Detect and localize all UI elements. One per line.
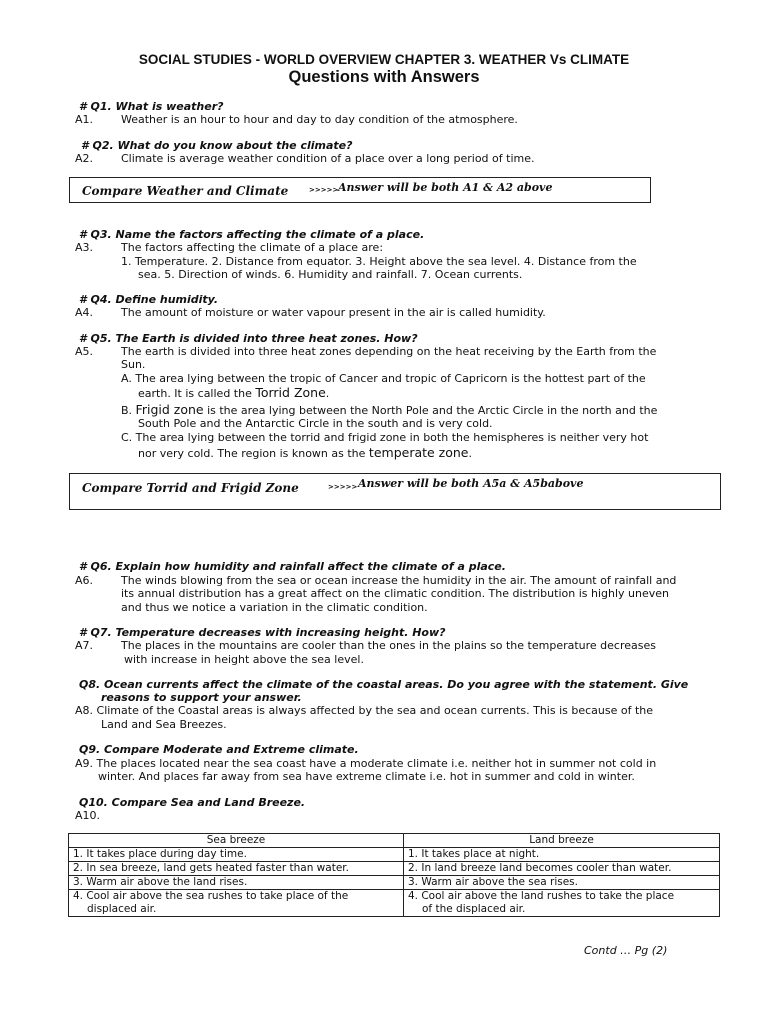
answer-2-label: A2. — [75, 152, 94, 165]
table-header-sea-breeze: Sea breeze — [69, 834, 404, 848]
answer-7-label: A7. — [75, 639, 94, 652]
answer-9-line-1: A9. The places located near the sea coast have a moderate climate i.e. neither hot in summer not cold in — [75, 757, 657, 770]
answer-5c-line-1: C. The area lying between the torrid and frigid zone in both the hemispheres is neither very hot — [121, 431, 649, 444]
answer-10-label: A10. — [75, 809, 101, 822]
table-cell: 3. Warm air above the land rises. — [69, 876, 404, 890]
question-5: # Q5. The Earth is divided into three heat zones. How? — [79, 332, 418, 345]
table-cell-line: 4. Cool air above the sea rushes to take place of the — [73, 890, 349, 902]
compare-1-label: Compare Weather and Climate — [82, 184, 289, 198]
question-1: # Q1. What is weather? — [79, 100, 224, 113]
answer-5b-line-2: South Pole and the Antarctic Circle in the south and is very cold. — [138, 417, 493, 430]
table-cell: 1. It takes place during day time. — [69, 848, 404, 862]
table-row — [69, 876, 720, 890]
table-row — [69, 848, 720, 862]
answer-5c-text: nor very cold. The region is known as the — [138, 447, 369, 460]
question-4: # Q4. Define humidity. — [79, 293, 219, 306]
table-cell: 3. Warm air above the sea rises. — [404, 876, 720, 890]
frigid-zone-term: Frigid zone — [135, 402, 204, 417]
table-cell — [69, 890, 404, 917]
answer-5c-period: . — [468, 447, 473, 460]
table-cell-line: of the displaced air. — [422, 903, 526, 915]
answer-4: The amount of moisture or water vapour present in the air is called humidity. — [121, 306, 546, 319]
table-row — [69, 890, 720, 917]
answer-5a-line-2 — [138, 386, 329, 400]
answer-3-label: A3. — [75, 241, 94, 254]
title-line-2: Questions with Answers — [288, 68, 480, 86]
torrid-zone-term: Torrid Zone — [255, 385, 326, 400]
answer-5c-line-2 — [138, 446, 472, 460]
answer-5b-text: is the area lying between the North Pole and the Arctic Circle in the north and the — [203, 404, 658, 417]
title-line-1: SOCIAL STUDIES - WORLD OVERVIEW CHAPTER 3. WEATHER Vs CLIMATE — [138, 52, 630, 67]
compare-2-label: Compare Torrid and Frigid Zone — [82, 481, 299, 495]
compare-1-answer: Answer will be both A1 & A2 above — [338, 181, 553, 194]
question-3: # Q3. Name the factors affecting the climate of a place. — [79, 228, 425, 241]
answer-1-label: A1. — [75, 113, 94, 126]
compare-1-arrows: >>>>> — [309, 186, 339, 194]
temperate-zone-term: temperate zone — [368, 445, 469, 460]
answer-5-label: A5. — [75, 345, 94, 358]
answer-6-line-2: its annual distribution has a great affect on the climatic condition. The distribution is highly uneven — [121, 587, 669, 600]
question-8-line-1: Q8. Ocean currents affect the climate of the coastal areas. Do you agree with the statement. Give — [79, 678, 689, 691]
table-header-land-breeze: Land breeze — [404, 834, 720, 848]
table-cell — [404, 890, 720, 917]
question-7: # Q7. Temperature decreases with increasing height. How? — [79, 626, 446, 639]
answer-5a-line-1: A. The area lying between the tropic of Cancer and tropic of Capricorn is the hottest part of the — [121, 372, 646, 385]
table-header-row — [69, 834, 720, 848]
answer-3: The factors affecting the climate of a place are: — [121, 241, 384, 254]
answer-5-line-2: Sun. — [121, 358, 146, 371]
answer-2: Climate is average weather condition of a place over a long period of time. — [121, 152, 535, 165]
answer-6-line-1: The winds blowing from the sea or ocean increase the humidity in the air. The amount of rainfall and — [121, 574, 677, 587]
compare-2-arrows: >>>>> — [328, 483, 358, 491]
table-cell-line: displaced air. — [87, 903, 157, 915]
answer-5b-prefix: B. — [121, 404, 136, 417]
answer-4-label: A4. — [75, 306, 94, 319]
answer-8-line-2: Land and Sea Breezes. — [101, 718, 227, 731]
answer-3-list-line-1: 1. Temperature. 2. Distance from equator. 3. Height above the sea level. 4. Distance from the — [121, 255, 637, 268]
answer-7-line-1: The places in the mountains are cooler than the ones in the plains so the temperature decreases — [121, 639, 656, 652]
question-2: # Q2. What do you know about the climate? — [81, 139, 353, 152]
answer-6-label: A6. — [75, 574, 94, 587]
answer-5a-text: earth. It is called the — [138, 387, 256, 400]
answer-6-line-3: and thus we notice a variation in the climatic condition. — [121, 601, 428, 614]
answer-1: Weather is an hour to hour and day to day condition of the atmosphere. — [121, 113, 518, 126]
answer-5-line-1: The earth is divided into three heat zones depending on the heat receiving by the Earth from the — [121, 345, 657, 358]
answer-9-line-2: winter. And places far away from sea have extreme climate i.e. hot in summer and cold in winter. — [98, 770, 635, 783]
compare-2-answer: Answer will be both A5a & A5babove — [358, 477, 584, 490]
answer-5b-line-1 — [121, 403, 657, 417]
compare-box-1 — [69, 177, 651, 203]
table-cell: 2. In sea breeze, land gets heated faster than water. — [69, 862, 404, 876]
question-10: Q10. Compare Sea and Land Breeze. — [79, 796, 306, 809]
question-6: # Q6. Explain how humidity and rainfall affect the climate of a place. — [79, 560, 506, 573]
question-8-line-2: reasons to support your answer. — [101, 691, 302, 704]
question-9: Q9. Compare Moderate and Extreme climate. — [79, 743, 359, 756]
footer-continued: Contd … Pg (2) — [584, 944, 668, 957]
table-row — [69, 862, 720, 876]
answer-3-list-line-2: sea. 5. Direction of winds. 6. Humidity and rainfall. 7. Ocean currents. — [138, 268, 523, 281]
table-cell-line: 4. Cool air above the land rushes to take the place — [408, 890, 675, 902]
answer-7-line-2: with increase in height above the sea level. — [124, 653, 364, 666]
answer-8-line-1: A8. Climate of the Coastal areas is always affected by the sea and ocean currents. This is because of the — [75, 704, 654, 717]
compare-box-2 — [69, 473, 721, 510]
table-cell: 2. In land breeze land becomes cooler than water. — [404, 862, 720, 876]
table-cell: 1. It takes place at night. — [404, 848, 720, 862]
breeze-comparison-table — [68, 833, 720, 917]
answer-5a-period: . — [325, 387, 330, 400]
